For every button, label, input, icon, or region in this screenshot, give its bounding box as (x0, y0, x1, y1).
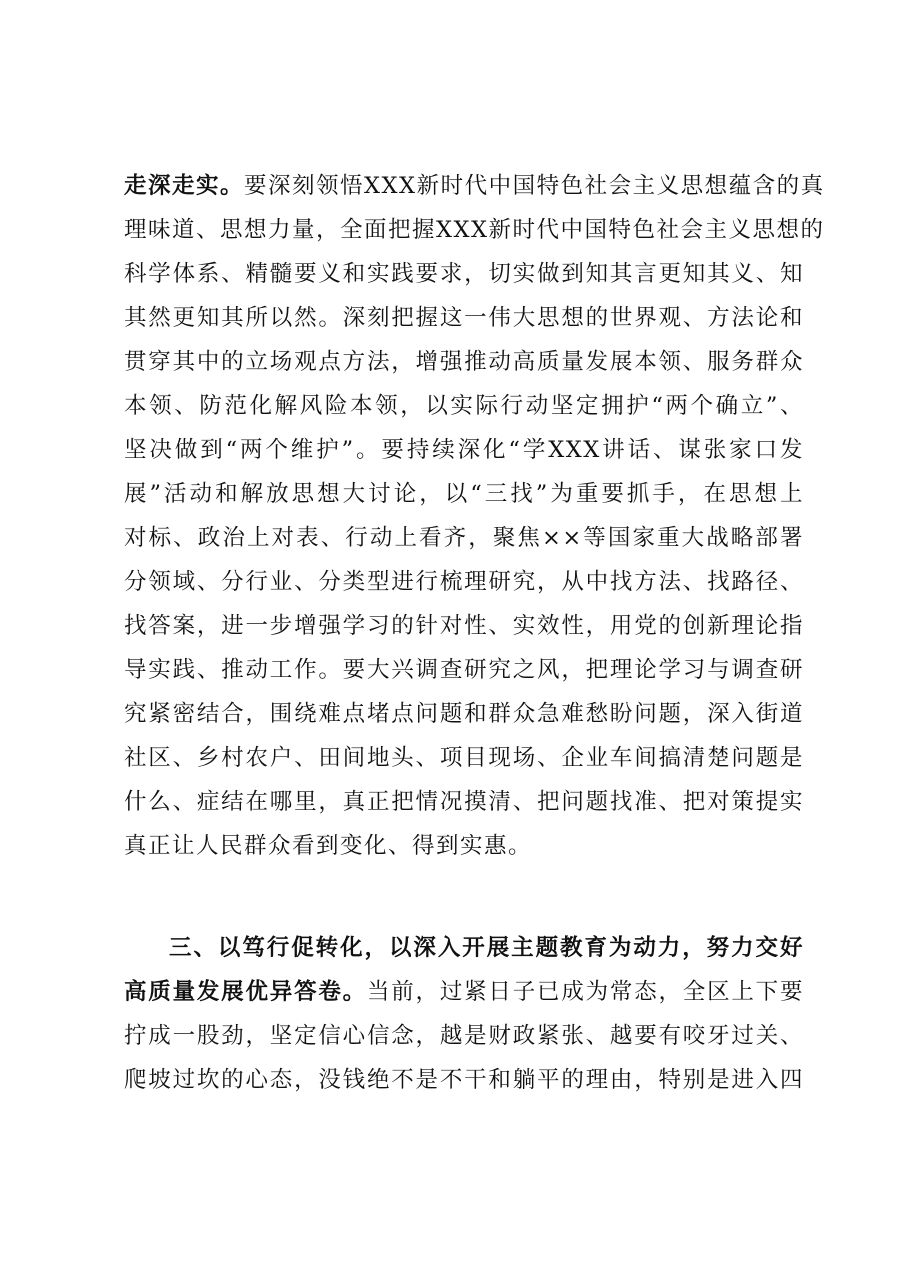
paragraph-1-line-1 (124, 164, 825, 208)
paragraph-1-line-15: 什么、症结在哪里，真正把情况摸清、把问题找准、把对策提实 (124, 789, 804, 815)
paragraph-2-line-2-text: 当前，过紧日子已成为常态，全区上下要 (366, 979, 804, 1005)
paragraph-2-line-3: 拧成一股劲，坚定信心信念，越是财政紧张、越要有咬牙过关、 (124, 1023, 804, 1049)
paragraph-2-line-2 (124, 970, 804, 1014)
paragraph-1-line-16: 真正让人民群众看到变化、得到实惠。 (124, 833, 533, 859)
paragraph-1-line-13: 究紧密结合，围绕难点堵点问题和群众急难愁盼问题，深入街道 (124, 701, 804, 727)
paragraph-1 (124, 164, 825, 868)
paragraph-1-line-9: 对标、政治上对表、行动上看齐，聚焦××等国家重大战略部署 (124, 525, 804, 551)
section-3-heading: 三、以笃行促转化，以深入开展主题教育为动力，努力交好 (169, 935, 804, 961)
paragraph-2-bold-lead: 高质量发展优异答卷。 (124, 979, 367, 1005)
paragraph-1-line-2: 理味道、思想力量，全面把握XXX新时代中国特色社会主义思想的 (124, 217, 825, 243)
paragraph-1-line-11: 找答案，进一步增强学习的针对性、实效性，用党的创新理论指 (124, 613, 804, 639)
paragraph-1-line-10: 分领域、分行业、分类型进行梳理研究，从中找方法、找路径、 (124, 569, 804, 595)
paragraph-1-line-4: 其然更知其所以然。深刻把握这一伟大思想的世界观、方法论和 (124, 305, 804, 331)
paragraph-2 (124, 926, 804, 1102)
paragraph-2-line-4: 爬坡过坎的心态，没钱绝不是不干和躺平的理由，特别是进入四 (124, 1067, 804, 1093)
paragraph-1-bold-lead: 走深走实。 (124, 173, 245, 199)
paragraph-1-line-7: 坚决做到“两个维护”。要持续深化“学XXX讲话、谋张家口发 (124, 437, 804, 463)
paragraph-1-line-3: 科学体系、精髓要义和实践要求，切实做到知其言更知其义、知 (124, 261, 804, 287)
paragraph-1-line-12: 导实践、推动工作。要大兴调查研究之风，把理论学习与调查研 (124, 657, 804, 683)
paragraph-1-line-5: 贯穿其中的立场观点方法，增强推动高质量发展本领、服务群众 (124, 349, 804, 375)
paragraph-1-line-14: 社区、乡村农户、田间地头、项目现场、企业车间搞清楚问题是 (124, 745, 804, 771)
paragraph-1-line-1-text: 要深刻领悟XXX新时代中国特色社会主义思想蕴含的真 (244, 173, 825, 199)
paragraph-1-line-8: 展”活动和解放思想大讨论，以“三找”为重要抓手，在思想上 (124, 481, 804, 507)
paragraph-1-line-6: 本领、防范化解风险本领，以实际行动坚定拥护“两个确立”、 (124, 393, 804, 419)
